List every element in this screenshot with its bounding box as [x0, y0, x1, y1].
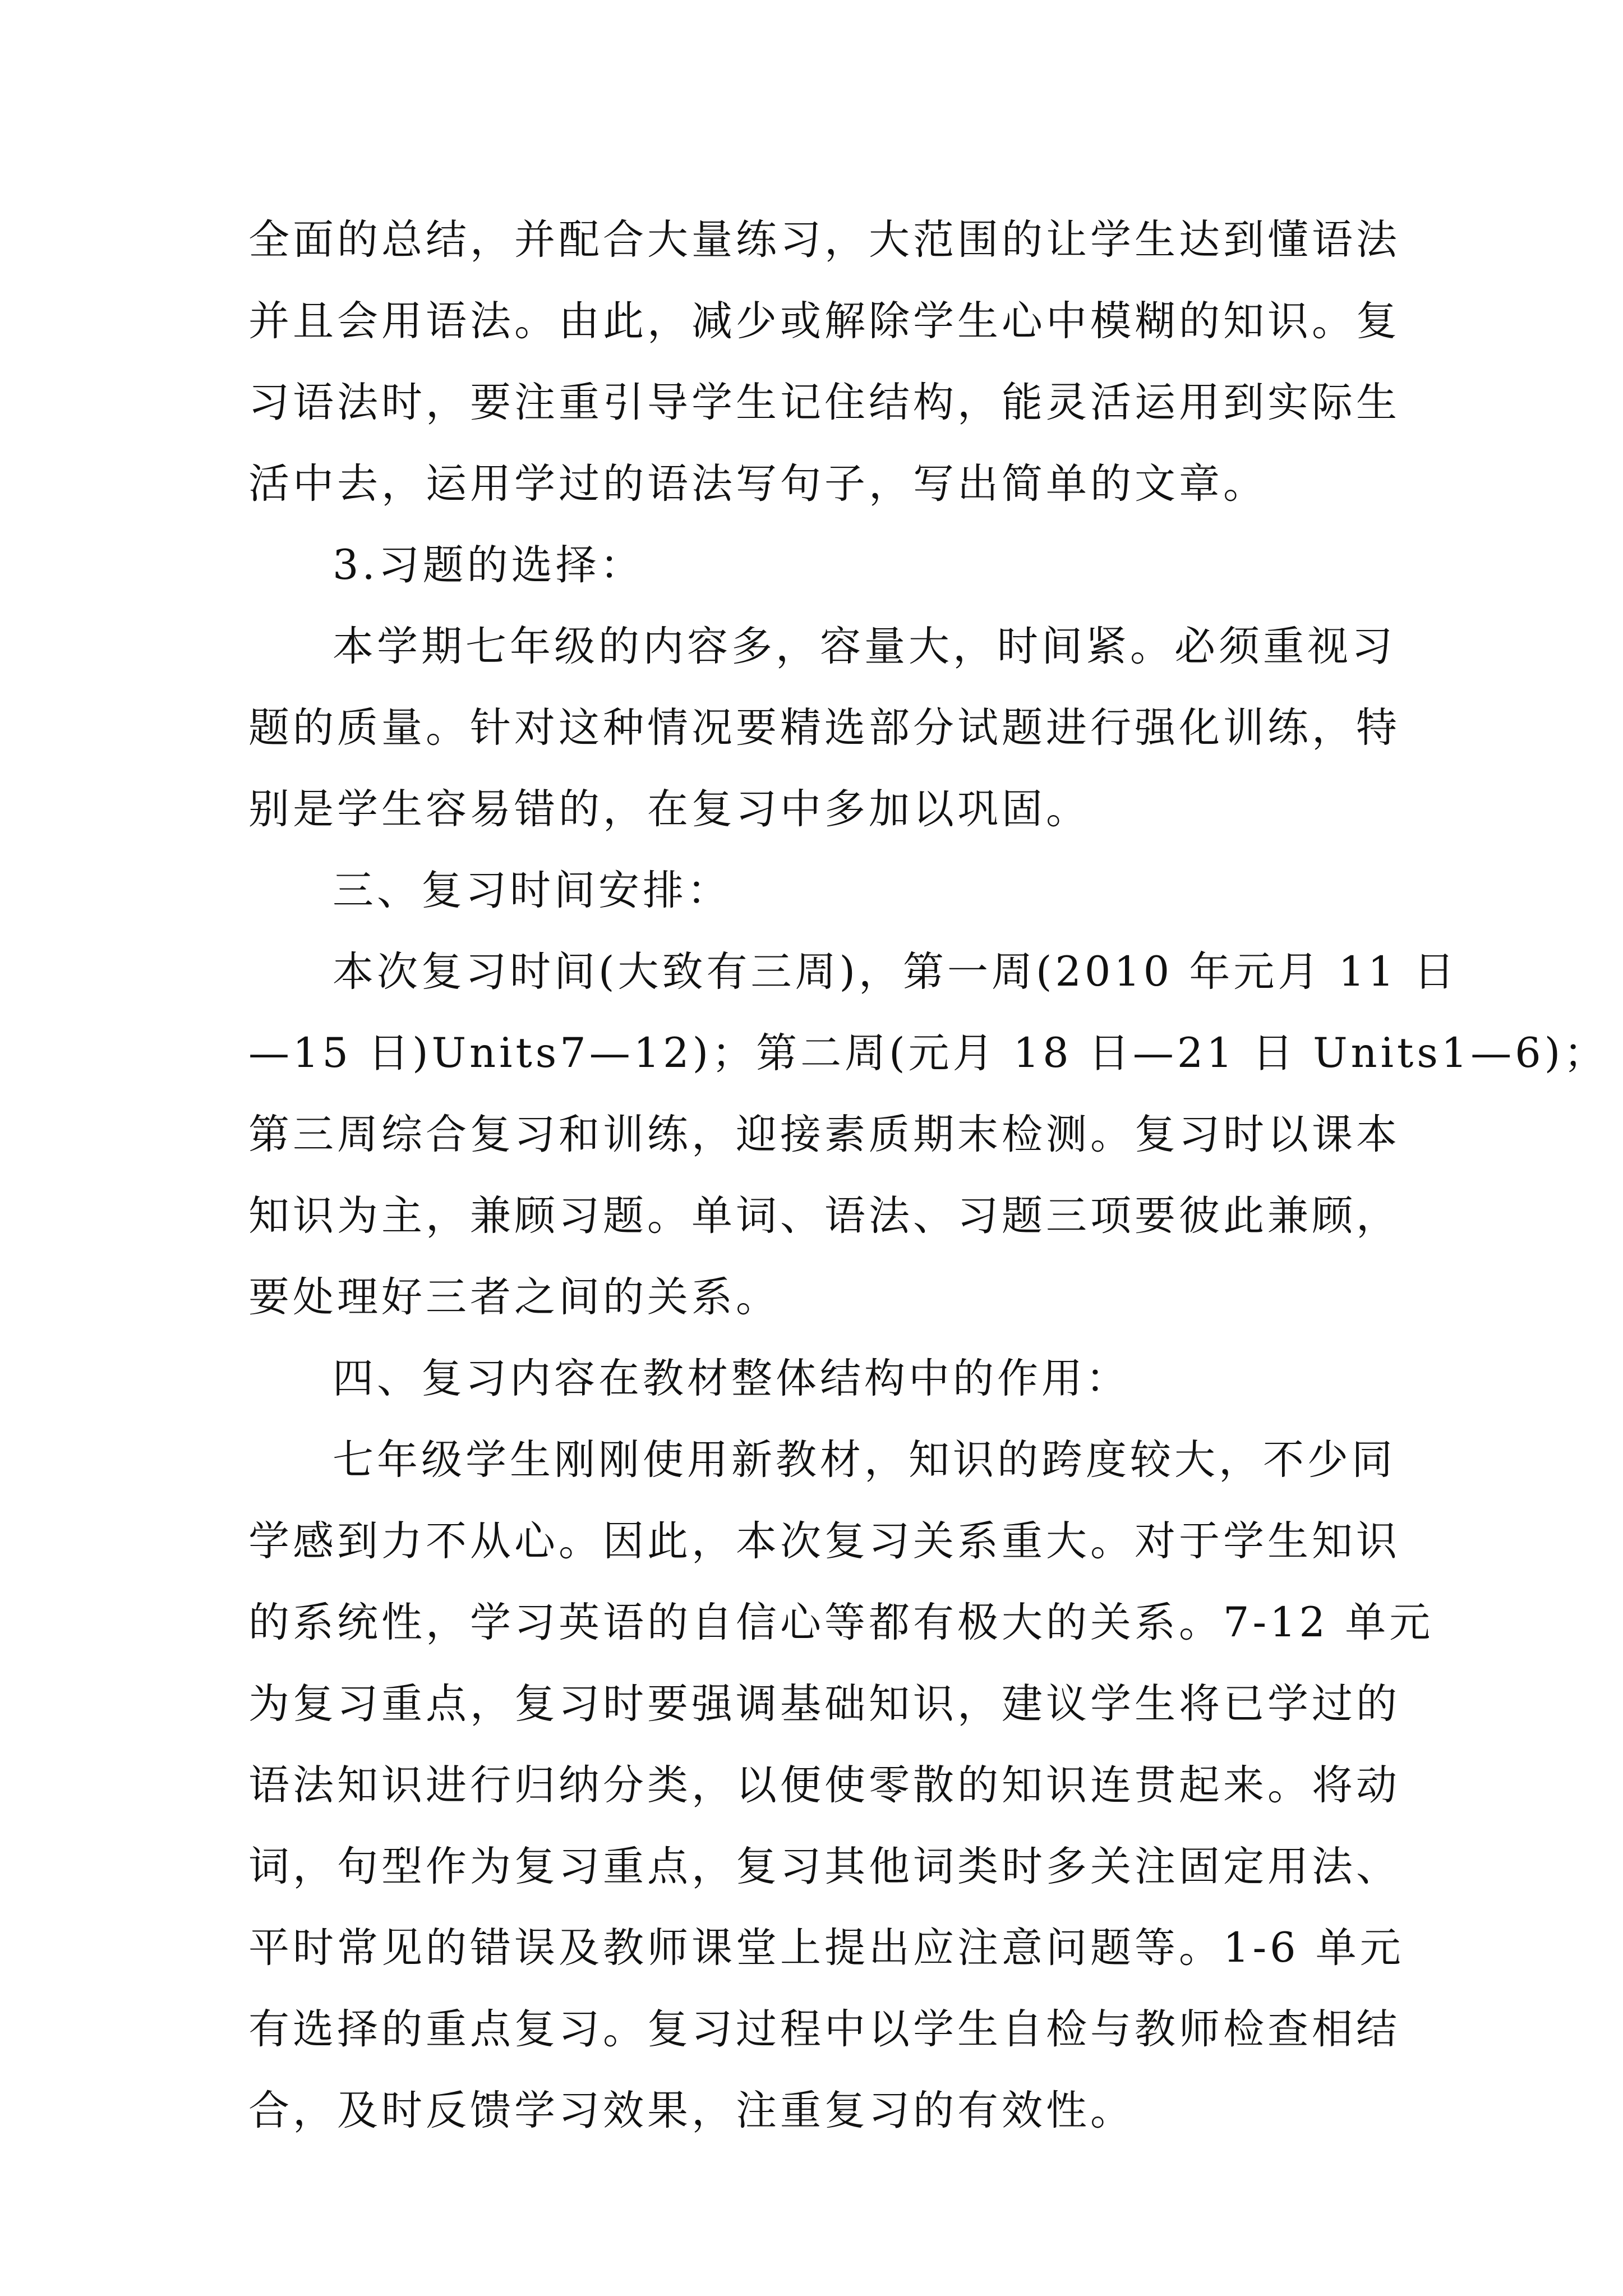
- paragraph-exercise-selection: [248, 606, 1400, 850]
- text-line: 知识为主，兼顾习题。单词、语法、习题三项要彼此兼顾，: [248, 1192, 1400, 1240]
- section-heading: 四、复习内容在教材整体结构中的作用：: [333, 1355, 1130, 1402]
- text-line: 词，句型作为复习重点，复习其他词类时多关注固定用法、: [248, 1843, 1400, 1890]
- paragraph-review-schedule: [248, 931, 1608, 1338]
- text-line: 活中去，运用学过的语法写句子，写出简单的文章。: [248, 460, 1267, 508]
- text-line: 有选择的重点复习。复习过程中以学生自检与教师检查相结: [248, 2005, 1400, 2053]
- text-line: 平时常见的错误及教师课堂上提出应注意问题等。1-6 单元: [248, 1924, 1404, 1972]
- heading-review-schedule: [248, 850, 1387, 931]
- text-line: 语法知识进行归纳分类，以便使零散的知识连贯起来。将动: [248, 1761, 1400, 1809]
- text-line: 学感到力不从心。因此，本次复习关系重大。对于学生知识: [248, 1517, 1400, 1565]
- section-heading: 3.习题的选择：: [333, 541, 644, 589]
- text-line: 题的质量。针对这种情况要精选部分试题进行强化训练，特: [248, 704, 1400, 752]
- text-line: 别是学生容易错的，在复习中多加以巩固。: [248, 785, 1090, 833]
- text-line: —15 日)Units7—12)；第二周(元月 18 日—21 日 Units1—6)；: [248, 1029, 1608, 1077]
- heading-exercise-selection: [248, 524, 1387, 606]
- text-line: 全面的总结，并配合大量练习，大范围的让学生达到懂语法: [248, 216, 1400, 264]
- text-line: 并且会用语法。由此，减少或解除学生心中模糊的知识。复: [248, 297, 1400, 345]
- text-line: 要处理好三者之间的关系。: [248, 1273, 780, 1321]
- text-line: 习语法时，要注重引导学生记住结构，能灵活运用到实际生: [248, 379, 1400, 426]
- text-line: 本次复习时间(大致有三周)，第一周(2010 年元月 11 日: [333, 948, 1458, 996]
- text-line: 的系统性，学习英语的自信心等都有极大的关系。7-12 单元: [248, 1599, 1434, 1646]
- text-line: 第三周综合复习和训练，迎接素质期末检测。复习时以课本: [248, 1111, 1400, 1158]
- text-line: 七年级学生刚刚使用新教材，知识的跨度较大，不少同: [333, 1436, 1396, 1484]
- document-body: [248, 199, 1608, 2151]
- heading-review-role: [248, 1338, 1387, 1419]
- text-line: 合，及时反馈学习效果，注重复习的有效性。: [248, 2087, 1135, 2134]
- paragraph-grammar-review: [248, 199, 1400, 524]
- text-line: 为复习重点，复习时要强调基础知识，建议学生将已学过的: [248, 1680, 1400, 1728]
- section-heading: 三、复习时间安排：: [333, 867, 731, 914]
- text-line: 本学期七年级的内容多，容量大，时间紧。必须重视习: [333, 623, 1396, 670]
- paragraph-review-role: [248, 1419, 1434, 2151]
